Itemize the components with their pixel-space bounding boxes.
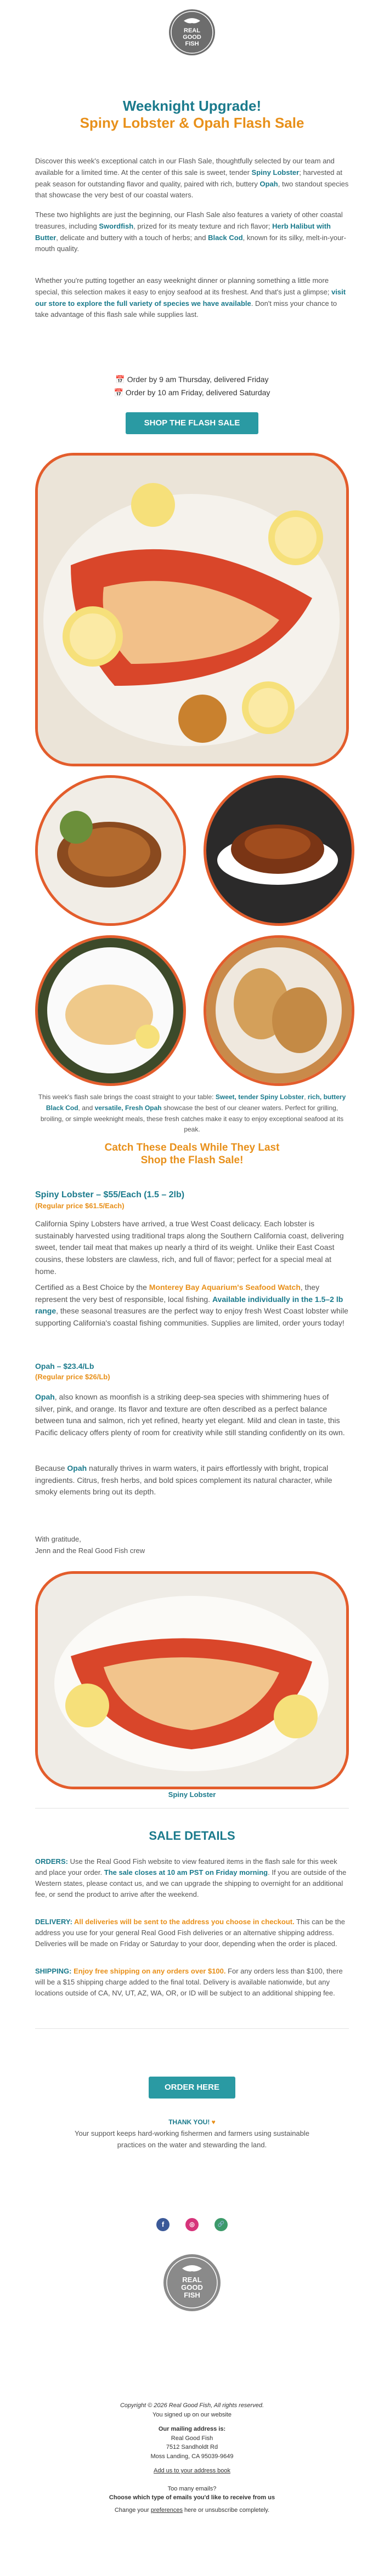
intro-paragraph-1: Discover this week's exceptional catch in our Flash Sale, thoughtfully selected by our team and available for a limited time. At the center of this sale is sweet, tender Spiny Lobster; harvested at peak season for outstanding flavor and quality, paired with rich, buttery Opah, two standout species that showcase the very best of our coastal waters. <box>35 157 349 200</box>
mailing-label: Our mailing address is: <box>158 2426 226 2432</box>
spiny-lobster-image <box>35 1571 349 1789</box>
seafood-watch-link[interactable]: Monterey Bay Aquarium's Seafood Watch <box>149 1283 301 1292</box>
shop-flash-sale-button[interactable]: SHOP THE FLASH SALE <box>126 412 258 434</box>
glazed-fish-image <box>204 775 354 926</box>
lobster-title[interactable]: Spiny Lobster – $55/Each (1.5 – 2lb) <box>35 1190 185 1199</box>
top-logo[interactable] <box>167 8 217 57</box>
opah-mention: Opah <box>259 179 278 188</box>
hero-lobster-image <box>35 453 349 766</box>
opah-description: Opah, also known as moonfish is a striking deep-sea species with shimmering hues of silver, pink, and orange. Its flavor and texture are often described as a perfect balance between tuna and salmon, rich yet refined, hearty yet elegant. Mild and clean in taste, this Pacific delicacy offers plenty of room for creativity while still standing confidently on its own. <box>35 1392 345 1437</box>
add-address-book-link[interactable]: Add us to your address book <box>153 2467 231 2474</box>
lobster-regular-price: (Regular price $61.5/Each) <box>35 1202 125 1210</box>
preferences-link[interactable]: preferences <box>150 2506 183 2514</box>
copyright: Copyright © 2026 Real Good Fish, All rights reserved. <box>120 2402 264 2409</box>
spiny-lobster-mention: Spiny Lobster <box>251 168 300 177</box>
shipping-details: SHIPPING: Enjoy free shipping on any orders over $100. For any orders less than $100, there will be a $15 shipping charge added to the final total. Delivery is available nationwide, but any locations outside of CA, NV, UT, AZ, WA, OR, or ID will be subject to an additional shipping fee. <box>35 1967 343 1998</box>
signoff: With gratitude, Jenn and the Real Good Fish crew <box>35 1535 145 1555</box>
title-line-2: Spiny Lobster & Opah Flash Sale <box>80 115 304 131</box>
preferences-line: Change your preferences here or unsubscribe completely. <box>114 2506 270 2514</box>
order-deadlines: 📅 Order by 9 am Thursday, delivered Friday 📅 Order by 10 am Friday, delivered Saturday <box>114 375 270 397</box>
orders-details: ORDERS: Use the Real Good Fish website to view featured items in the flash sale for this week and place your order. The sale closes at 10 am PST on Friday morning. If you are outside of the Western states, please contact us, and we can upgrade the shipping to overnight for an additional fee, or send the product to arrive after the weekend. <box>35 1857 347 1899</box>
black-cod-image <box>35 775 186 926</box>
intro-paragraph-2: These two highlights are just the beginning, our Flash Sale also features a variety of other coastal treasures, including Swordfish, prized for its meaty texture and rich flavor; Herb Halibut with Butter, delicate and buttery with a touch of herbs; and Black Cod, known for its silky, melt-in-your-mouth quality. <box>35 211 346 253</box>
facebook-icon[interactable]: f <box>156 2218 170 2231</box>
image-caption: This week's flash sale brings the coast straight to your table: Sweet, tender Spiny Lobster, rich, buttery Black Cod, and versatile, Fresh Opah showcase the best of our cleaner waters. Perfect for grilling, broiling, or simple weeknight meals, these fresh catches make it easy to enjoy exceptional seafood at its peak. <box>38 1093 346 1134</box>
calendar-icon: 📅 <box>115 375 125 384</box>
herb-halibut-image <box>35 935 186 1086</box>
divider <box>35 2028 349 2029</box>
store-link[interactable]: visit our store to explore the full variety of species we have available <box>35 287 346 308</box>
logo-line-3: FISH <box>185 41 199 47</box>
deals-heading-line-2: Shop the Flash Sale! <box>140 1155 244 1166</box>
heart-icon: ♥ <box>211 2118 216 2126</box>
thank-you-text: Your support keeps hard-working fishermen and farmers using sustainable practices on the water and stewarding the land. <box>74 2129 310 2149</box>
instagram-icon[interactable]: ◎ <box>185 2218 199 2231</box>
thank-you-label: THANK YOU! ♥ <box>168 2118 216 2126</box>
intro-paragraph-3: Whether you're putting together an easy weeknight dinner or planning something a little more special, this selection makes it easy to enjoy seafood at its freshest. And that's just a glimpse; visit our store to explore the full variety of species we have available. Don't miss your chance to take advantage of this flash sale while supplies last. <box>35 276 346 319</box>
choose-emails-text: Choose which type of emails you'd like to receive from us <box>109 2494 275 2501</box>
calendar-icon: 📅 <box>114 388 123 397</box>
sale-details-heading: SALE DETAILS <box>149 1829 235 1843</box>
logo-line-1: REAL <box>184 27 200 34</box>
delivery-details: DELIVERY: All deliveries will be sent to the address you choose in checkout. This can be the address you use for your general Real Good Fish deliveries or an alternative shipping address. Deliveries will be made on Friday or Saturday to your door, depending when the order is placed. <box>35 1918 345 1948</box>
deals-heading-line-1: Catch These Deals While They Last <box>104 1142 280 1153</box>
title-line-1: Weeknight Upgrade! <box>122 98 262 114</box>
grilled-swordfish-image <box>204 935 354 1086</box>
lobster-description: California Spiny Lobsters have arrived, a true West Coast delicacy. Each lobster is sustainably harvested using traditional traps along the Southern California coast, delivering sweet, tender tail meat that makes up nearly a third of its weight. Unlike their East Coast cousins, these lobsters are clawless, rich, and full of flavor; perfect for a special meal at home. <box>35 1219 344 1276</box>
opah-title[interactable]: Opah – $23.4/Lb <box>35 1362 94 1371</box>
opah-regular-price: (Regular price $26/Lb) <box>35 1373 110 1381</box>
signup-note: You signed up on our website <box>153 2411 231 2418</box>
lobster-certification: Certified as a Best Choice by the Monterey Bay Aquarium's Seafood Watch, they represent the very best of responsible, local fishing. Available individually in the 1.5–2 lb range, these seasonal treasures are the perfect way to enjoy fresh West Coast lobster while supporting California's coastal fishing communities. Supplies are limited, order yours today! <box>35 1283 348 1328</box>
divider <box>35 1808 349 1809</box>
footer-logo[interactable]: REAL GOOD FISH <box>162 2253 222 2312</box>
footer: Copyright © 2026 Real Good Fish, All rights reserved. You signed up on our website Our mailing address is: Real Good Fish 7512 Sandholdt Rd Moss Landing, CA 95039-9649 Add us to your address book Too many emails? Choose which type of emails you'd like to receive from us Change your preferences here or unsubscribe completely. <box>0 2401 384 2515</box>
opah-pairing: Because Opah naturally thrives in warm waters, it pairs effortlessly with bright, tropical ingredients. Citrus, fresh herbs, and bold spices complement its natural character, while smoky elements bring out its depth. <box>35 1464 332 1497</box>
order-here-button[interactable]: ORDER HERE <box>149 2077 235 2099</box>
website-link-icon[interactable]: 🔗 <box>214 2218 228 2231</box>
spiny-lobster-caption: Spiny Lobster <box>168 1790 216 1799</box>
logo-line-2: GOOD <box>183 34 201 41</box>
